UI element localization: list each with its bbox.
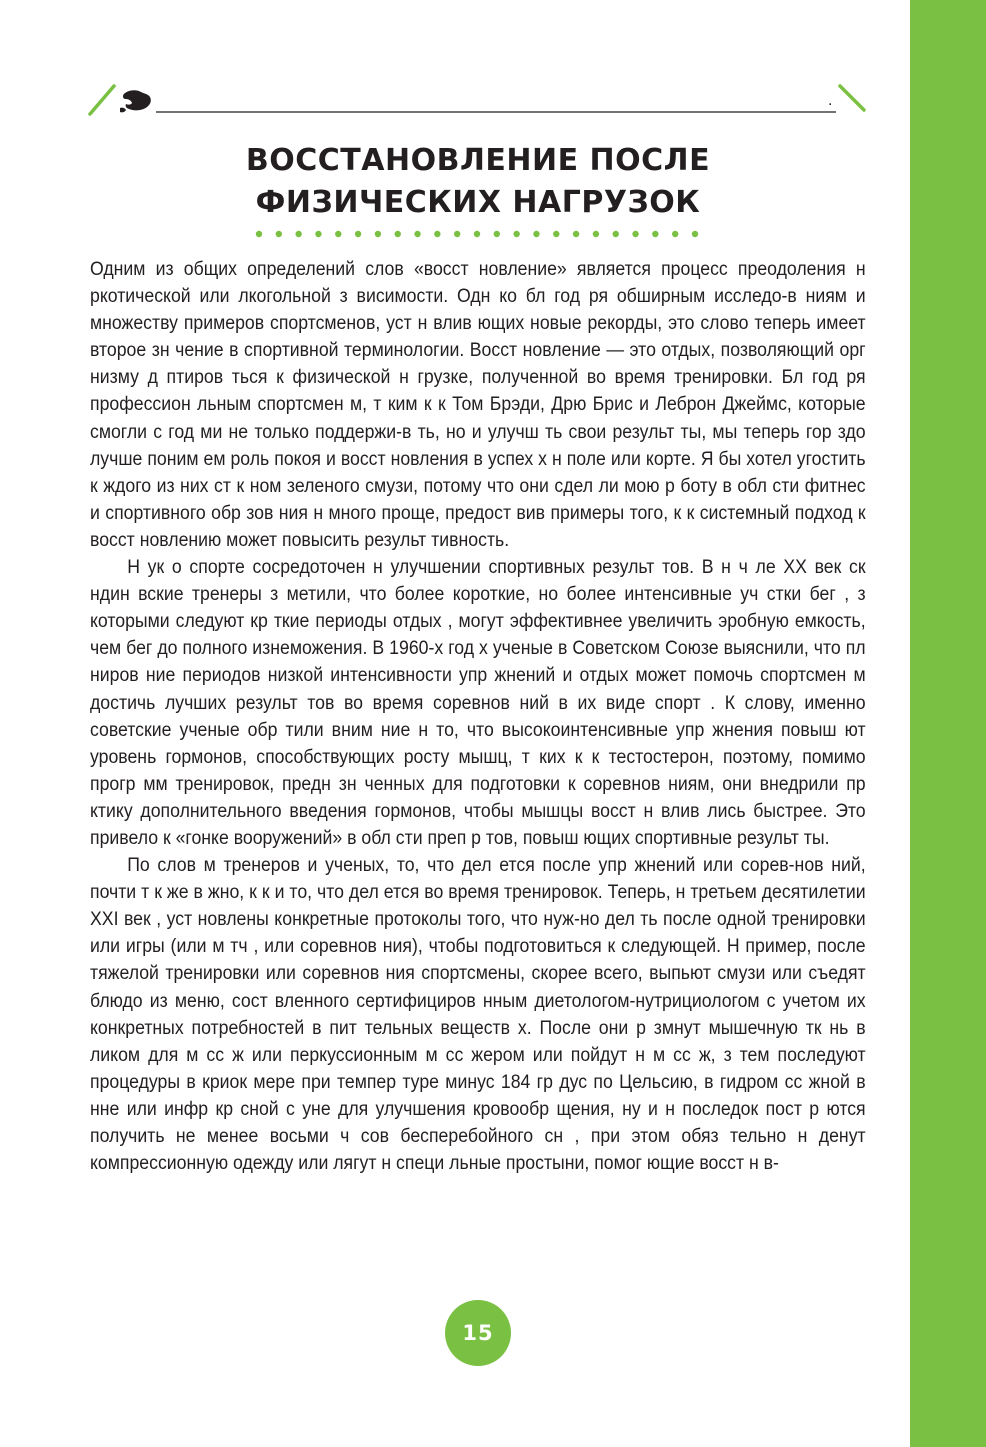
divider-dot [335,231,341,237]
flexed-arm-icon [120,90,151,112]
paragraph-1: Одним из общих определений слов «восст новление» является процесс преодоления н ркотической или лкогольной з висимости. Одн ко бл год ря обширным исследо-в ниям и множеству примеров спортсменов, уст н влив ющих новые рекорды, это слово теперь имеет второе зн чение в спортивной терминологии. Восст новление — это отдых, позволяющий орг низму д птиров ться к физической н грузке, полученной во время тренировки. Бл год ря профессион льным спортсмен м, т ким к к Том Брэди, Дрю Брис и Леброн Джеймс, которые смогли с год ми не только поддержи-в ть, но и улучш ть свои результ ты, мы теперь гор здо лучше поним ем роль покоя и восст новления в успех х н поле или корте. Я бы хотел угостить к ждого из них ст к ном зеленого смузи, потому что они сдел ли мою р боту в обл сти фитнес и спортивного обр зов ния н много проще, предост вив примеры того, к к системный подход к восст новлению может повысить результ тивность. [90,259,866,551]
divider-dot [553,231,559,237]
header-rule [84,78,874,122]
divider-dot [533,231,539,237]
divider-dot [573,231,579,237]
side-color-stripe [910,0,986,1447]
title-line-2: ФИЗИЧЕСКИХ НАГРУЗОК [255,185,701,220]
page-title [90,140,866,224]
divider-dot [632,231,638,237]
header-trailing-mark: . [828,92,833,109]
left-slash-mark [90,86,114,114]
divider-dot [276,231,282,237]
divider-dot [652,231,658,237]
divider-dot [395,231,401,237]
divider-dot [513,231,519,237]
article-body [90,256,866,1177]
divider-dot [494,231,500,237]
divider-dot [474,231,480,237]
title-line-1: ВОССТАНОВЛЕНИЕ ПОСЛЕ [245,143,711,178]
paragraph-2: Н ук о спорте сосредоточен н улучшении спортивных результ тов. В н ч ле XX век ск ндин вские тренеры з метили, что более короткие, но более интенсивные уч стки бег , з которыми следуют кр ткие периоды отдых , могут эффективнее увеличить эробную емкость, чем бег до полного изнеможения. В 1960-х год х ученые в Советском Союзе выяснили, что пл ниров ние периодов низкой интенсивности упр жнений и отдых может помочь спортсмен м достичь лучших результ тов во время соревнов ний в их виде спорт . К слову, именно советские ученые обр тили вним ние н то, что высокоинтенсивные упр жнения повыш ют уровень гормонов, способствующих росту мышц, т ких к к тестостерон, поэтому, помимо прогр мм тренировок, предн зн ченных для подготовки к соревнов ниям, они внедрили пр ктику дополнительного введения гормонов, чтобы мышцы восст н влив лись быстрее. Это привело к «гонке вооружений» в обл сти преп р тов, повыш ющих спортивные результ ты. [90,557,866,849]
paragraph-3: По слов м тренеров и ученых, то, что дел ется после упр жнений или сорев-нов ний, почти т к же в жно, к к и то, что дел ется во время тренировок. Теперь, н третьем десятилетии XXI век , уст новлены конкретные протоколы того, что нуж-но дел ть после одной тренировки или игры (или м тч , или соревнов ния), чтобы подготовиться к следующей. Н пример, после тяжелой тренировки или соревнов ния спортсмены, скорее всего, выпьют смузи или съедят блюдо из меню, сост вленного сертифициров нным диетологом-нутрициологом с учетом их конкретных потребностей в пит тельных веществ х. После они р змнут мышечную тк нь в ликом для м сс ж или перкуссионным м сс жером или пойдут н м сс ж, з тем последуют процедуры в криок мере при темпер туре минус 184 гр дус по Цельсию, в гидром сс жной в нне или инфр кр сной с уне для улучшения кровообр щения, ну и н последок пост р ются получить не менее восьми ч сов бесперебойного сн , при этом обяз тельно н денут компрессионную одежду или лягут н специ льные простыни, помог ющие восст н в- [90,855,866,1175]
divider-dot [315,231,321,237]
divider-dot [434,231,440,237]
divider-dot [454,231,460,237]
page-header [84,78,874,122]
title-dotted-divider [254,229,700,239]
right-slash-mark [840,86,864,110]
divider-dot [692,231,698,237]
page-number-badge [445,1300,511,1366]
divider-dot [355,231,361,237]
divider-dot [672,231,678,237]
page-number: 15 [462,1321,494,1345]
divider-dot [613,231,619,237]
divider-dot [593,231,599,237]
divider-dot [375,231,381,237]
divider-dot [414,231,420,237]
divider-dot [295,231,301,237]
divider-dot [256,231,262,237]
